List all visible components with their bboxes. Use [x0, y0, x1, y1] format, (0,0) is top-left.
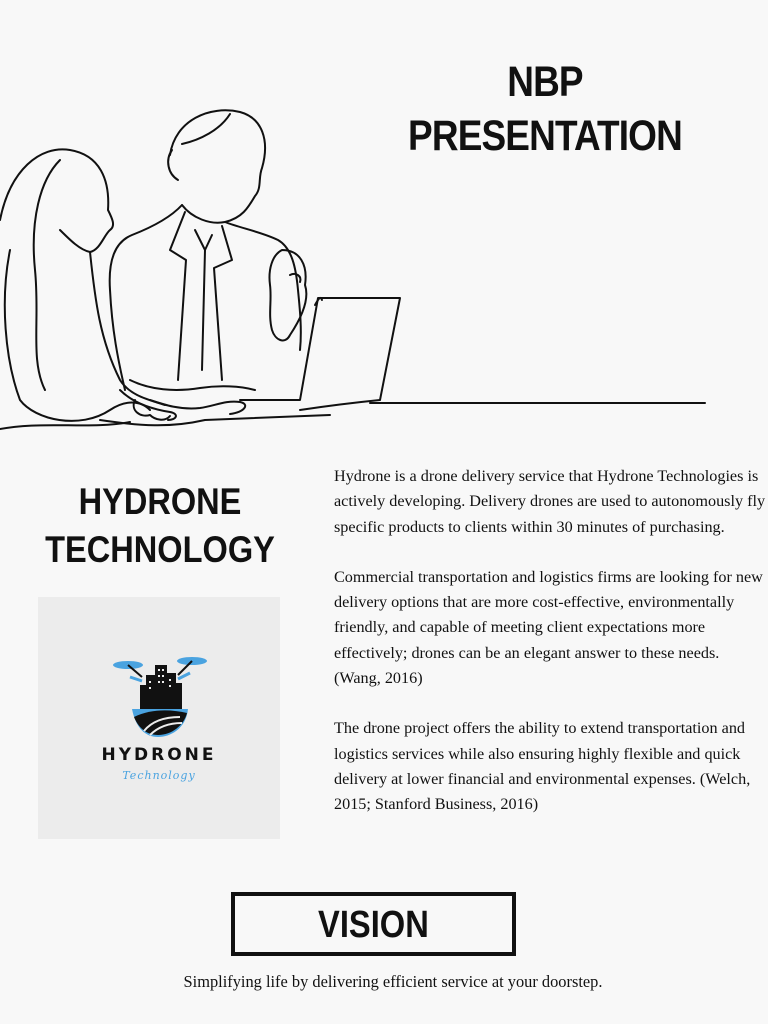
title-line-2: PRESENTATION — [408, 112, 682, 160]
logo-subtitle: Technology — [122, 769, 196, 782]
description-paragraph: Commercial transportation and logistics firms are looking for new delivery options that are more cost-effective, environmentally friendly, and capable of meeting client expectations more effectively; drones can be an elegant answer to these needs. (Wang, 2016) — [334, 567, 763, 688]
vision-heading: VISION — [318, 904, 429, 946]
two-people-at-laptop-icon — [0, 100, 720, 440]
logo-name: HYDRONE — [101, 745, 217, 765]
company-logo — [38, 597, 280, 839]
company-heading-line-2: TECHNOLOGY — [45, 529, 275, 570]
company-description — [334, 464, 768, 843]
title-line-1: NBP — [507, 58, 583, 106]
vision-statement: Simplifying life by delivering efficient service at your doorstep. — [183, 972, 603, 991]
vision-heading-box — [231, 892, 516, 956]
description-paragraph: Hydrone is a drone delivery service that Hydrone Technologies is actively developing. Delivery drones are used to autonomously fly specific products to clients within 30 minutes of purchasing. — [334, 467, 766, 536]
description-paragraph: The drone project offers the ability to extend transportation and logistics services while also ensuring highly flexible and quick delivery at lower financial and environmental expenses. (Welch, 2015; Stanford Business, 2016) — [334, 719, 751, 814]
company-heading-line-1: HYDRONE — [78, 481, 242, 522]
drone-city-logo-icon — [110, 651, 210, 741]
company-heading — [28, 478, 292, 574]
